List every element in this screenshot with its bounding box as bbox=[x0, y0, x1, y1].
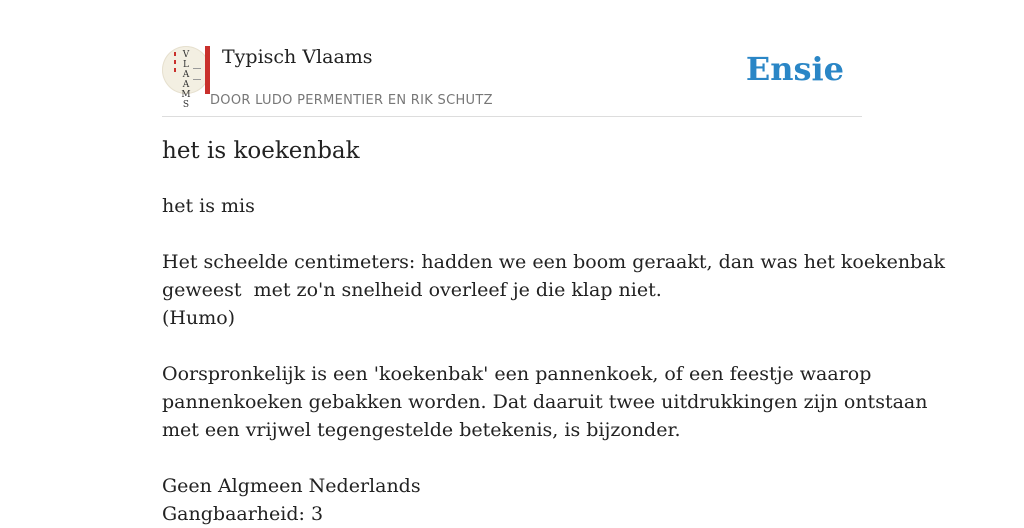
entry-line bbox=[162, 332, 862, 360]
entry-line bbox=[162, 220, 862, 248]
entry-title: het is koekenbak bbox=[162, 138, 360, 164]
entry-line: het is mis bbox=[162, 195, 255, 217]
cover-red-stripe bbox=[205, 46, 210, 94]
entry-line: Gangbaarheid: 3 bbox=[162, 503, 324, 525]
book-title[interactable]: Typisch Vlaams bbox=[222, 46, 373, 68]
cover-text-lines bbox=[193, 68, 201, 80]
cover-mark bbox=[174, 52, 176, 56]
book-header bbox=[162, 40, 862, 117]
book-authors: DOOR LUDO PERMENTIER EN RIK SCHUTZ bbox=[210, 93, 493, 108]
cover-mark bbox=[174, 60, 176, 64]
entry-line: Oorspronkelijk is een 'koekenbak' een pannenkoek, of een feestje waarop bbox=[162, 363, 872, 385]
entry-line: Geen Algmeen Nederlands bbox=[162, 475, 421, 497]
cover-mark bbox=[174, 68, 176, 72]
entry-line: pannenkoeken gebakken worden. Dat daaruit twee uitdrukkingen zijn ontstaan bbox=[162, 391, 928, 413]
entry-line: met een vrijwel tegengestelde betekenis, is bijzonder. bbox=[162, 419, 681, 441]
entry-line: Het scheelde centimeters: hadden we een boom geraakt, dan was het koekenbak bbox=[162, 251, 946, 273]
book-cover-image[interactable] bbox=[162, 46, 210, 110]
entry-line: geweest met zo'n snelheid overleef je die klap niet. bbox=[162, 279, 662, 301]
entry-line: (Humo) bbox=[162, 307, 236, 329]
entry-body bbox=[162, 192, 946, 528]
ensie-logo[interactable]: Ensie bbox=[745, 50, 844, 88]
cover-lettering: V L A A M S bbox=[181, 50, 191, 110]
entry-line bbox=[162, 444, 862, 472]
